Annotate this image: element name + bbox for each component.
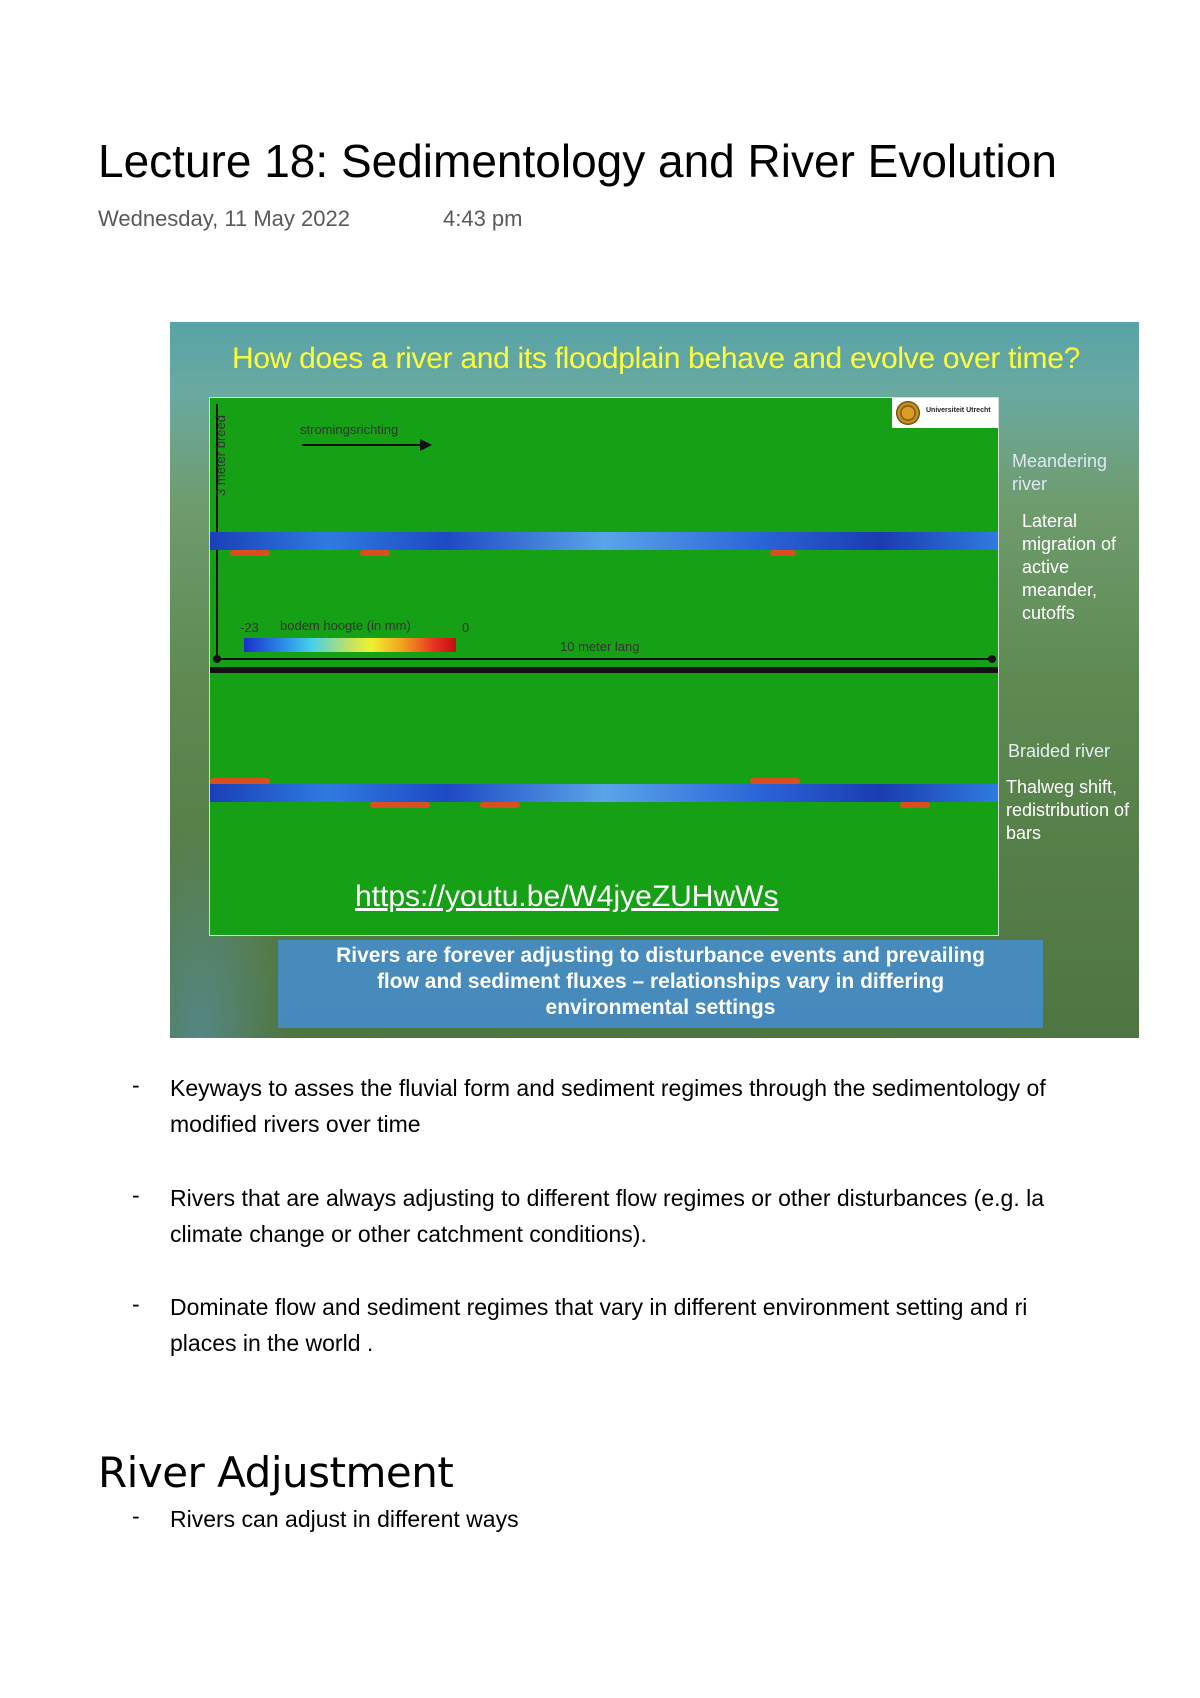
axis-dot [988,655,996,663]
colorbar-max-label: 0 [462,620,470,635]
flow-direction-arrow [302,444,422,446]
meandering-river-label: Meandering river [1012,451,1108,494]
flow-direction-label: stromingsrichting [300,422,399,437]
section-heading: River Adjustment [98,1448,454,1497]
elevation-colorbar [244,638,456,652]
panel-divider [210,667,998,673]
sediment-bar [360,550,390,556]
sediment-bar [770,550,796,556]
caption-line: Rivers are forever adjusting to disturbance events and prevailing [336,944,985,967]
bullet-dash: - [132,1072,140,1098]
caption-line: environmental settings [545,996,776,1019]
braided-river-channel [210,784,998,802]
bullet-dash: - [132,1291,140,1317]
logo-text: Universiteit Utrecht [926,407,991,414]
sediment-bar [900,802,930,808]
university-logo [892,398,998,428]
bullet-dash: - [132,1182,140,1208]
caption-line: flow and sediment fluxes – relationships vary in differing [376,970,945,993]
flume-experiment-panel [209,397,999,936]
arrow-head-icon [420,439,432,451]
length-label: 10 meter lang [560,639,640,654]
slide-question: How does a river and its floodplain behave and evolve over time? [232,342,1080,375]
sediment-bar [230,550,270,556]
lecture-slide-image [170,322,1139,1038]
bullet-line: Dominate flow and sediment regimes that vary in different environment setting and ri [170,1294,1028,1320]
page-date: Wednesday, 11 May 2022 [98,206,350,231]
colorbar-title: bodem hoogte (in mm) [280,618,411,633]
bullet-dash: - [132,1503,140,1529]
bullet-line: Keyways to asses the fluvial form and sediment regimes through the sedimentology of [170,1075,1046,1101]
meandering-river-channel [210,532,998,550]
bullet-line: Rivers that are always adjusting to different flow regimes or other disturbances (e.g. la [170,1185,1044,1211]
length-axis [216,658,996,660]
colorbar-min-label: -23 [240,620,259,635]
braided-river-label: Braided river [1008,741,1111,761]
bullet-line: climate change or other catchment conditions). [170,1221,647,1247]
lateral-migration-label: Lateral migration of active meander, cutoffs [1022,511,1117,623]
bullet-line: places in the world . [170,1330,374,1356]
sediment-bar [750,778,800,784]
bullet-line: Rivers can adjust in different ways [170,1506,519,1532]
university-seal-icon [896,401,920,425]
sediment-bar [480,802,520,808]
bullet-line: modified rivers over time [170,1111,421,1137]
sediment-bar [210,778,270,784]
thalweg-shift-label: Thalweg shift, redistribution of bars [1006,777,1130,843]
video-link[interactable]: https://youtu.be/W4jyeZUHwWs [355,880,779,913]
sediment-bar [370,802,430,808]
width-label: 3 meter breed [212,415,228,496]
page-title: Lecture 18: Sedimentology and River Evolution [98,135,1057,187]
axis-dot [213,655,221,663]
slide-caption [278,940,1043,1028]
page-time: 4:43 pm [443,206,523,231]
